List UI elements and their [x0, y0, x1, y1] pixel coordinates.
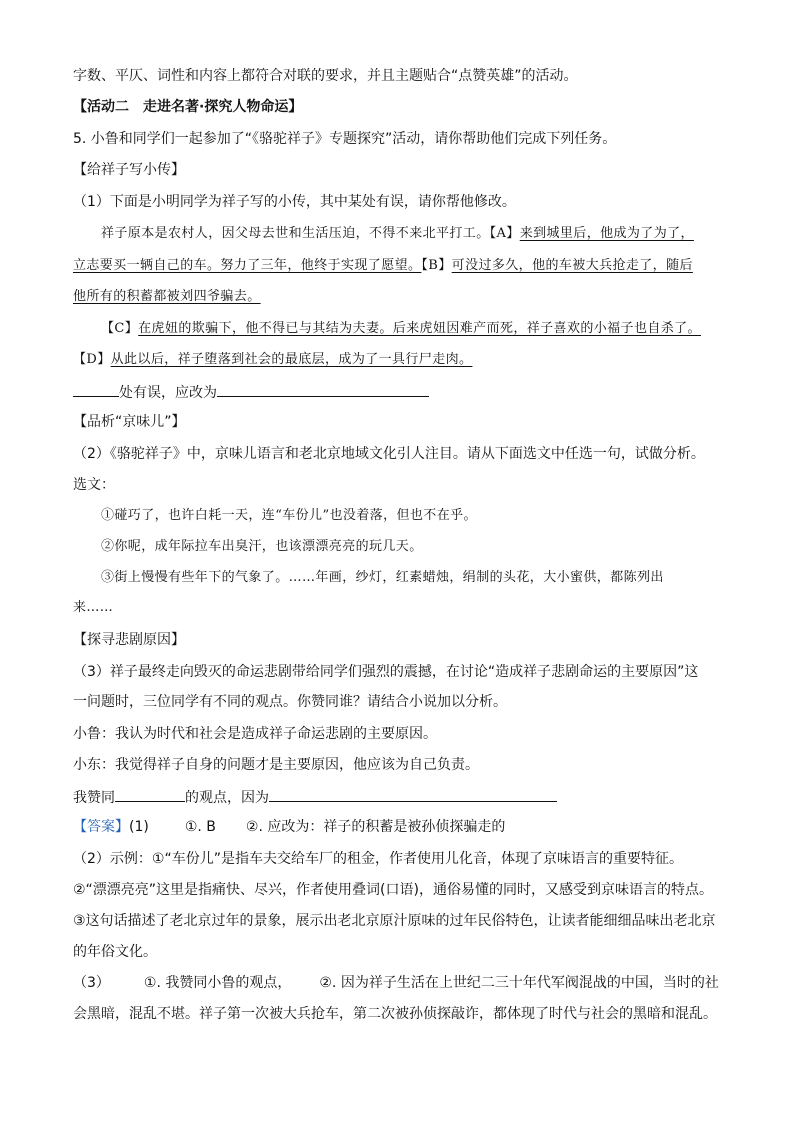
question-1-stem: （1）下面是小明同学为祥子写的小传，其中某处有误，请你帮他修改。 — [73, 194, 516, 210]
answer-tag: 【答案】 — [73, 819, 129, 835]
answer-3-part-1: ①. 我赞同小鲁的观点， — [143, 975, 292, 991]
bio-line-4 — [101, 319, 761, 339]
answer-prompt: 处有误，应改为 — [119, 385, 217, 401]
bio-underlined-a2: 立志要买一辆自己的车。努力了三年，他终于实现了愿望。 — [73, 258, 422, 273]
selection-label: 选文： — [73, 477, 115, 493]
bio-marker-b: 【B】 — [421, 258, 452, 273]
bio-underlined-b: 可没过多久，他的车被大兵抢走了，随后 — [451, 258, 693, 273]
section-title-jingwei: 【品析“京味儿”】 — [73, 414, 186, 430]
answer-2-line-2: ②“漂漂亮亮”这里是指痛快、尽兴，作者使用叠词(口语)，通俗易懂的同时，又感受到京味语言的特点。 — [73, 882, 713, 898]
bio-underlined-d: 从此以后，祥子堕落到社会的最底层，成为了一具行尸走肉。 — [110, 352, 473, 367]
fill-prefix: 我赞同 — [73, 790, 115, 806]
blank-correction[interactable] — [217, 381, 429, 397]
selection-3: ③街上慢慢有些年下的气象了。……年画，纱灯，红素蜡烛，绢制的头花，大小蜜供，都陈列出 — [101, 570, 664, 585]
question-1-answer-line — [73, 381, 733, 403]
bio-underlined-c: 在虎妞的欺骗下，他不得已与其结为夫妻。后来虎妞因难产而死，祥子喜欢的小福子也自杀了。 — [138, 321, 701, 336]
selection-1: ①碰巧了，也许白耗一天，连“车份儿”也没着落，但也不在乎。 — [101, 508, 477, 523]
answer-3-part-2: ②. 因为祥子生活在上世纪二三十年代军阀混战的中国，当时的社 — [319, 975, 719, 991]
activity-title: 【活动二 走进名著·探究人物命运】 — [73, 99, 303, 115]
answer-2-line-3: ③这句话描述了老北京过年的景象，展示出老北京原汁原味的过年民俗特色，让读者能细细品味出老北京 — [73, 913, 716, 929]
bio-underlined-b2: 他所有的积蓄都被刘四爷骗去。 — [73, 289, 261, 304]
bio-underlined-a: 来到城里后，他成为了为了， — [519, 226, 694, 241]
selection-3-continued: 来…… — [73, 600, 114, 615]
bio-marker-d: 【D】 — [73, 352, 111, 367]
question-3-stem-2: 一问题时，三位同学有不同的观点。你赞同谁？请结合小说加以分析。 — [73, 694, 507, 710]
bio-line-1 — [101, 224, 761, 244]
section-title-tragedy: 【探寻悲剧原因】 — [73, 632, 185, 648]
answer-1 — [73, 817, 733, 837]
question-2-stem: （2）《骆驼祥子》中，京味儿语言和老北京地域文化引人注目。请从下面选文中任选一句，试做分析。 — [73, 446, 705, 462]
question-5-stem: 5. 小鲁和同学们一起参加了“《骆驼祥子》专题探究”活动，请你帮助他们完成下列任务。 — [73, 131, 617, 147]
answer-1-part-1: ①. B — [184, 819, 216, 835]
selection-2: ②你呢，成年际拉车出臭汗，也该漂漂亮亮的玩几天。 — [101, 539, 423, 554]
answer-2-line-1: （2）示例：①“车份儿”是指车夫交给车厂的租金，作者使用儿化音，体现了京味语言的重要特征。 — [73, 851, 683, 867]
bio-marker-c: 【C】 — [101, 321, 139, 336]
answer-3-line-2: 会黑暗，混乱不堪。祥子第一次被大兵抢车，第二次被孙侦探敲诈，都体现了时代与社会的黑暗和混乱。 — [73, 1006, 717, 1022]
answer-1-part-2: ②. 应改为：祥子的积蓄是被孙侦探骗走的 — [245, 819, 506, 835]
bio-line-2 — [73, 256, 733, 276]
intro-line: 字数、平仄、词性和内容上都符合对联的要求，并且主题贴合“点赞英雄”的活动。 — [73, 68, 578, 84]
fill-middle: 的观点，因为 — [185, 790, 269, 806]
bio-line-5 — [73, 350, 733, 370]
answer-1-number: (1) — [129, 819, 149, 835]
bio-text: 祥子原本是农村人，因父母去世和生活压迫，不得不来北平打工。【A】 — [101, 226, 520, 241]
blank-person[interactable] — [115, 786, 185, 802]
blank-letter[interactable] — [73, 381, 119, 397]
viewpoint-xiaodong: 小东：我觉得祥子自身的问题才是主要原因，他应该为自己负责。 — [73, 757, 479, 773]
viewpoint-xiaolu: 小鲁：我认为时代和社会是造成祥子命运悲剧的主要原因。 — [73, 726, 437, 742]
blank-reason[interactable] — [269, 786, 557, 802]
answer-3-line-1 — [73, 973, 733, 993]
section-title-biography: 【给祥子写小传】 — [73, 162, 185, 178]
question-3-answer-line — [73, 786, 733, 808]
answer-3-number: （3） — [73, 975, 110, 991]
bio-line-3 — [73, 287, 733, 307]
question-3-stem-1: （3）祥子最终走向毁灭的命运悲剧带给同学们强烈的震撼，在讨论“造成祥子悲剧命运的主要原因”这 — [73, 664, 699, 680]
answer-2-line-4: 的年俗文化。 — [73, 944, 157, 960]
